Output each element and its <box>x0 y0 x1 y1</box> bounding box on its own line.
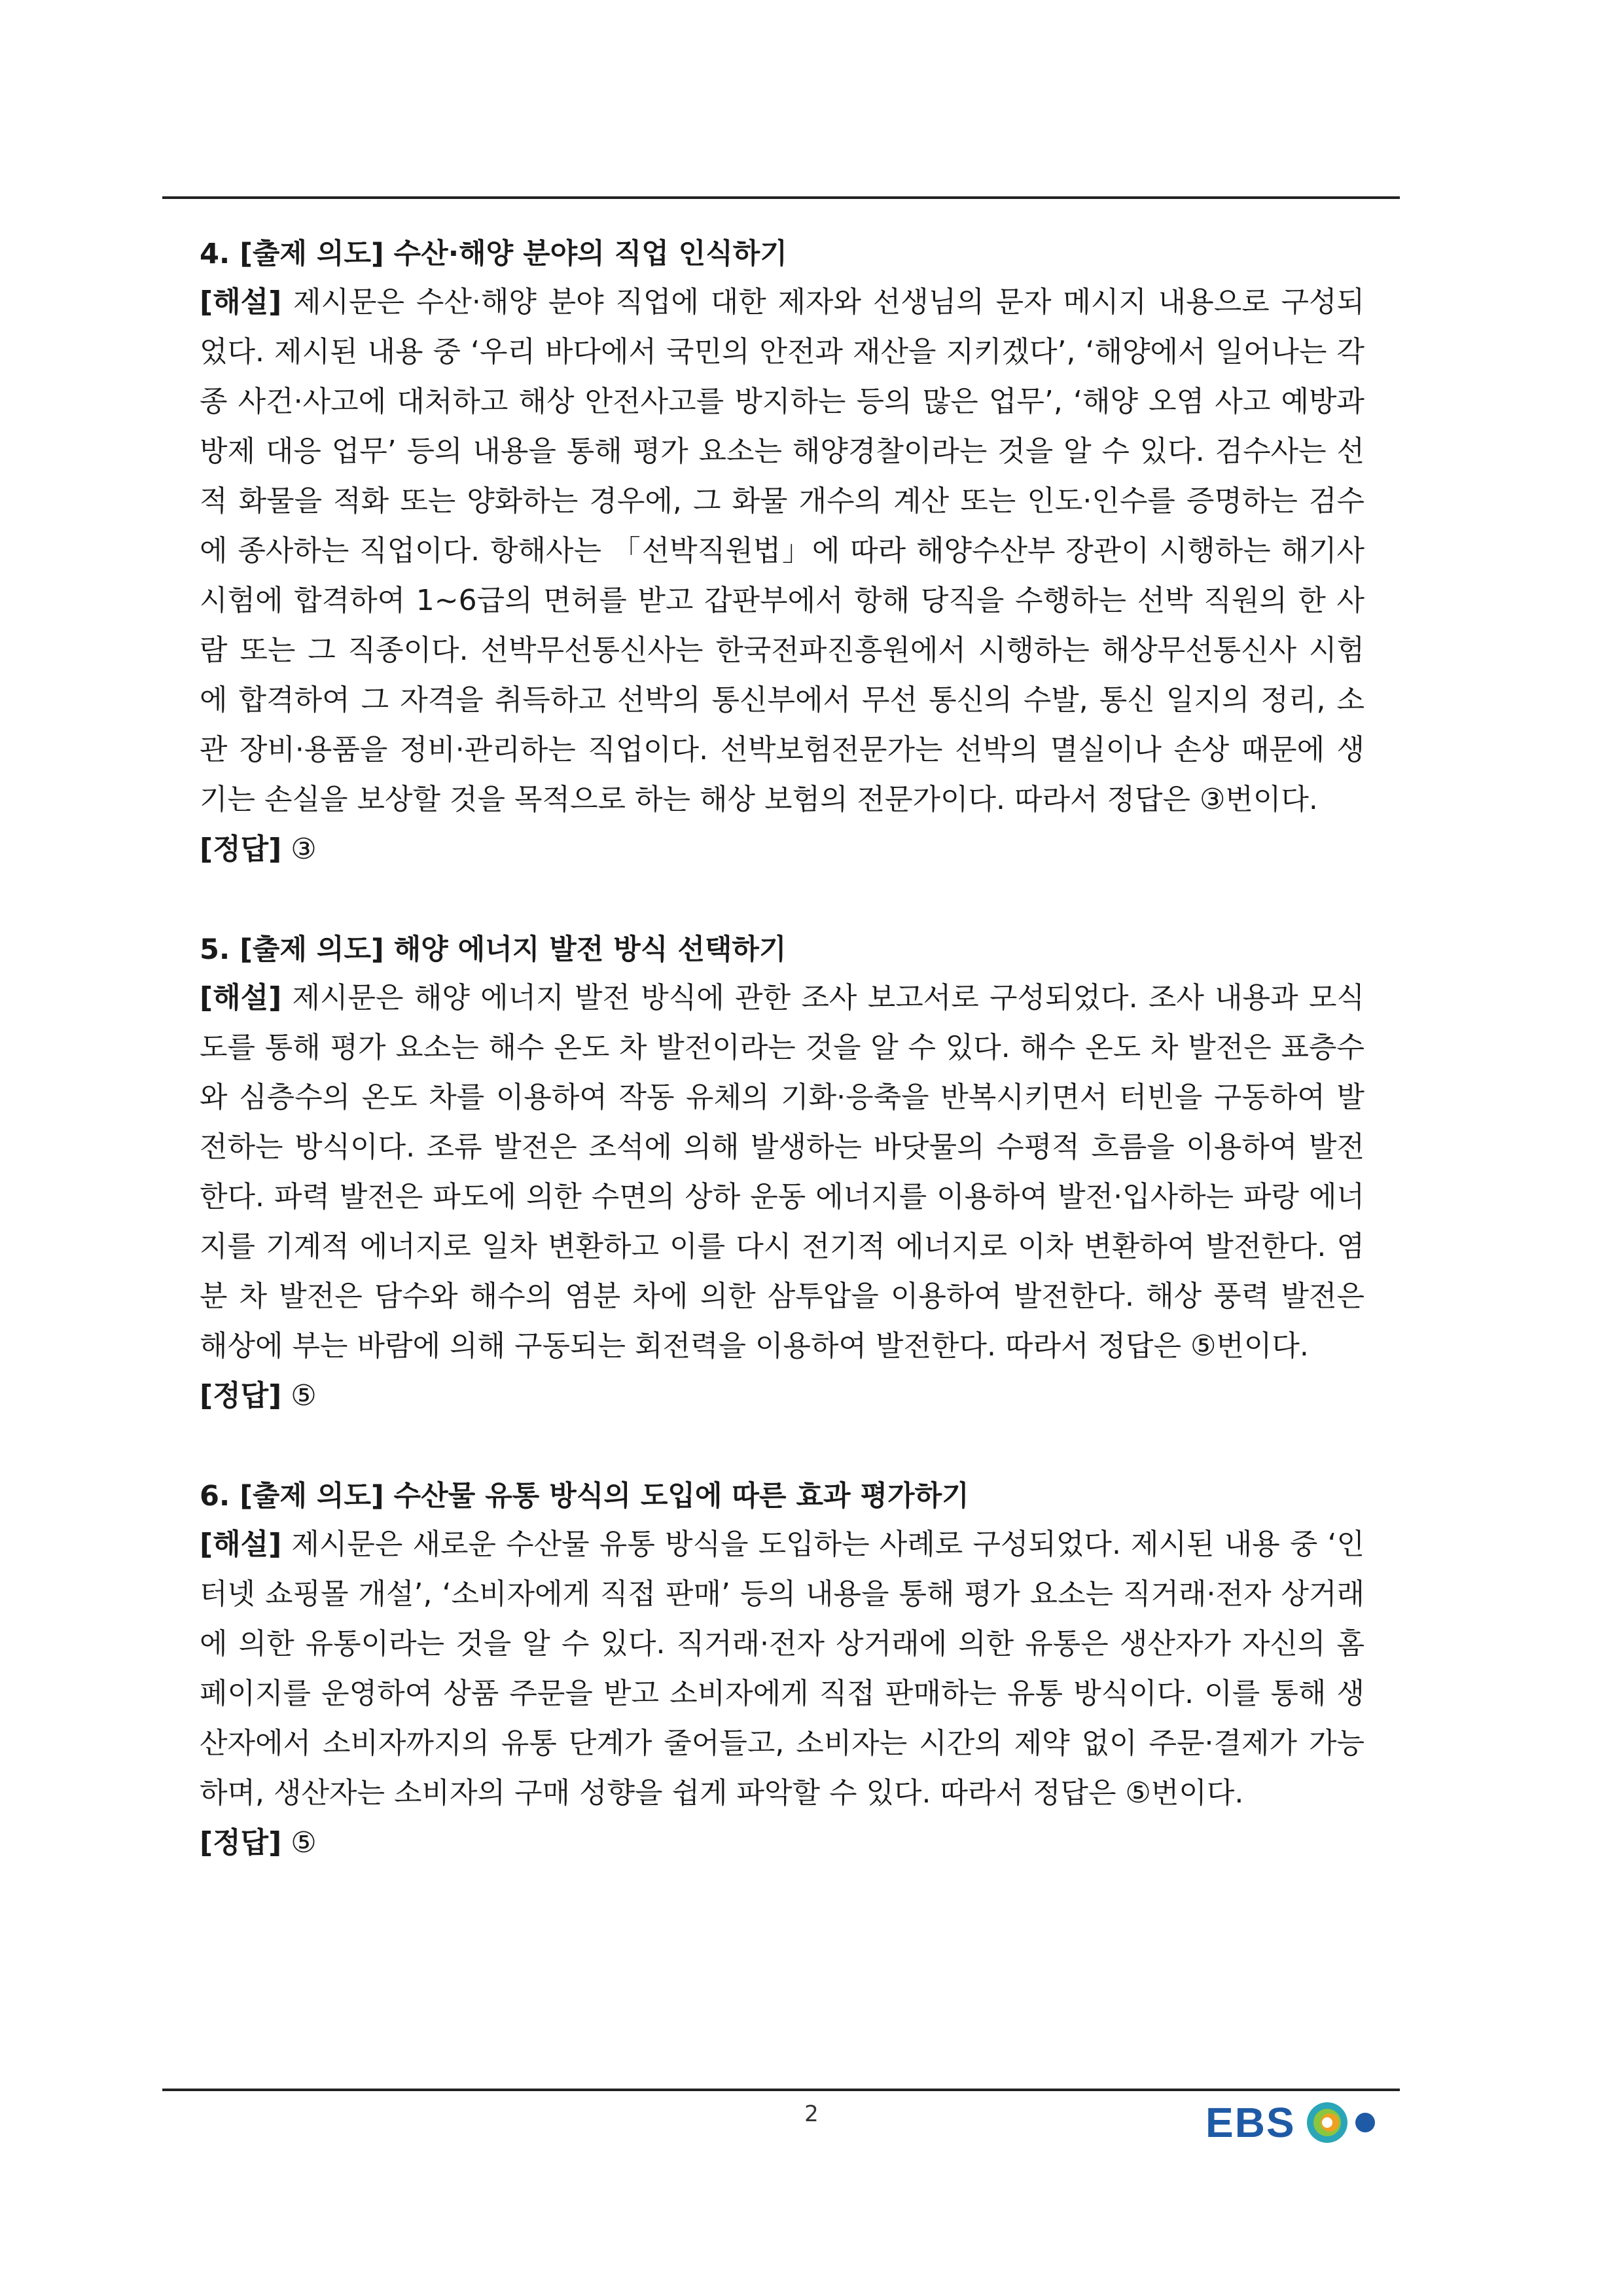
answer-label: [정답] <box>200 1379 282 1412</box>
answer-value: ③ <box>281 833 317 866</box>
section-heading: 5. [출제 의도] 해양 에너지 발전 방식 선택하기 <box>200 933 787 966</box>
section-heading: 4. [출제 의도] 수산·해양 분야의 직업 인식하기 <box>200 238 787 270</box>
document-body <box>200 230 1364 1920</box>
explanation-text: 제시문은 수산·해양 분야 직업에 대한 제자와 선생님의 문자 메시지 내용으로 구성되었다. 제시된 내용 중 ‘우리 바다에서 국민의 안전과 재산을 지키겠다’, ‘해양에서 일어나는 각종 사건·사고에 대처하고 해상 안전사고를 방지하는 등의 많은 업무’, ‘해양 오염 사고 예방과 방제 대응 업무’ 등의 내용을 통해 평가 요소는 해양경찰이라는 것을 알 수 있다. 검수사는 선적 화물을 적화 또는 양화하는 경우에, 그 화물 개수의 계산 또는 인도·인수를 증명하는 검수에 종사하는 직업이다. 항해사는 「선박직원법」에 따라 해양수산부 장관이 시행하는 해기사 시험에 합격하여 1~6급의 면허를 받고 갑판부에서 항해 당직을 수행하는 선박 직원의 한 사람 또는 그 직종이다. 선박무선통신사는 한국전파진흥원에서 시행하는 해상무선통신사 시험에 합격하여 그 자격을 취득하고 선박의 통신부에서 무선 통신의 수발, 통신 일지의 정리, 소관 장비·용품을 정비·관리하는 직업이다. 선박보험전문가는 선박의 멸실이나 손상 때문에 생기는 손실을 보상할 것을 목적으로 하는 해상 보험의 전문가이다. 따라서 정답은 ③번이다. <box>200 285 1365 816</box>
answer-value: ⑤ <box>281 1379 317 1412</box>
ebs-logo-mark-icon <box>1305 2100 1377 2145</box>
explanation-paragraph <box>200 278 1364 825</box>
logo-text: EBS <box>1205 2099 1296 2146</box>
ebs-logo <box>1205 2098 1377 2147</box>
answer-line <box>200 1818 1364 1868</box>
explanation-text: 제시문은 해양 에너지 발전 방식에 관한 조사 보고서로 구성되었다. 조사 내용과 모식도를 통해 평가 요소는 해수 온도 차 발전이라는 것을 알 수 있다. 해수 온도 차 발전은 표층수와 심층수의 온도 차를 이용하여 작동 유체의 기화·응축을 반복시키면서 터빈을 구동하여 발전하는 방식이다. 조류 발전은 조석에 의해 발생하는 바닷물의 수평적 흐름을 이용하여 발전한다. 파력 발전은 파도에 의한 수면의 상하 운동 에너지를 이용하여 발전·입사하는 파랑 에너지를 기계적 에너지로 일차 변환하고 이를 다시 전기적 에너지로 이차 변환하여 발전한다. 염분 차 발전은 담수와 해수의 염분 차에 의한 삼투압을 이용하여 발전한다. 해상 풍력 발전은 해상에 부는 바람에 의해 구동되는 회전력을 이용하여 발전한다. 따라서 정답은 ⑤번이다. <box>200 981 1364 1363</box>
footer-rule <box>162 2089 1400 2091</box>
section-heading: 6. [출제 의도] 수산물 유통 방식의 도입에 따른 효과 평가하기 <box>200 1480 969 1513</box>
question-4-section <box>200 230 1364 874</box>
question-6-section <box>200 1473 1364 1868</box>
explanation-paragraph <box>200 1520 1364 1818</box>
explanation-label: [해설] <box>200 1528 282 1561</box>
header-rule <box>162 196 1400 199</box>
answer-label: [정답] <box>200 1826 282 1859</box>
answer-label: [정답] <box>200 833 282 866</box>
explanation-text: 제시문은 새로운 수산물 유통 방식을 도입하는 사례로 구성되었다. 제시된 내용 중 ‘인터넷 쇼핑몰 개설’, ‘소비자에게 직접 판매’ 등의 내용을 통해 평가 요소는 직거래·전자 상거래에 의한 유통이라는 것을 알 수 있다. 직거래·전자 상거래에 의한 유통은 생산자가 자신의 홈페이지를 운영하여 상품 주문을 받고 소비자에게 직접 판매하는 유통 방식이다. 이를 통해 생산자에서 소비자까지의 유통 단계가 줄어들고, 소비자는 시간의 제약 없이 주문·결제가 가능하며, 생산자는 소비자의 구매 성향을 쉽게 파악할 수 있다. 따라서 정답은 ⑤번이다. <box>200 1528 1364 1810</box>
answer-value: ⑤ <box>281 1826 317 1859</box>
page-number: 2 <box>804 2101 819 2127</box>
answer-line <box>200 825 1364 874</box>
explanation-label: [해설] <box>200 981 282 1014</box>
answer-line <box>200 1371 1364 1421</box>
explanation-paragraph <box>200 973 1364 1371</box>
question-5-section <box>200 926 1364 1421</box>
explanation-label: [해설] <box>200 285 282 319</box>
